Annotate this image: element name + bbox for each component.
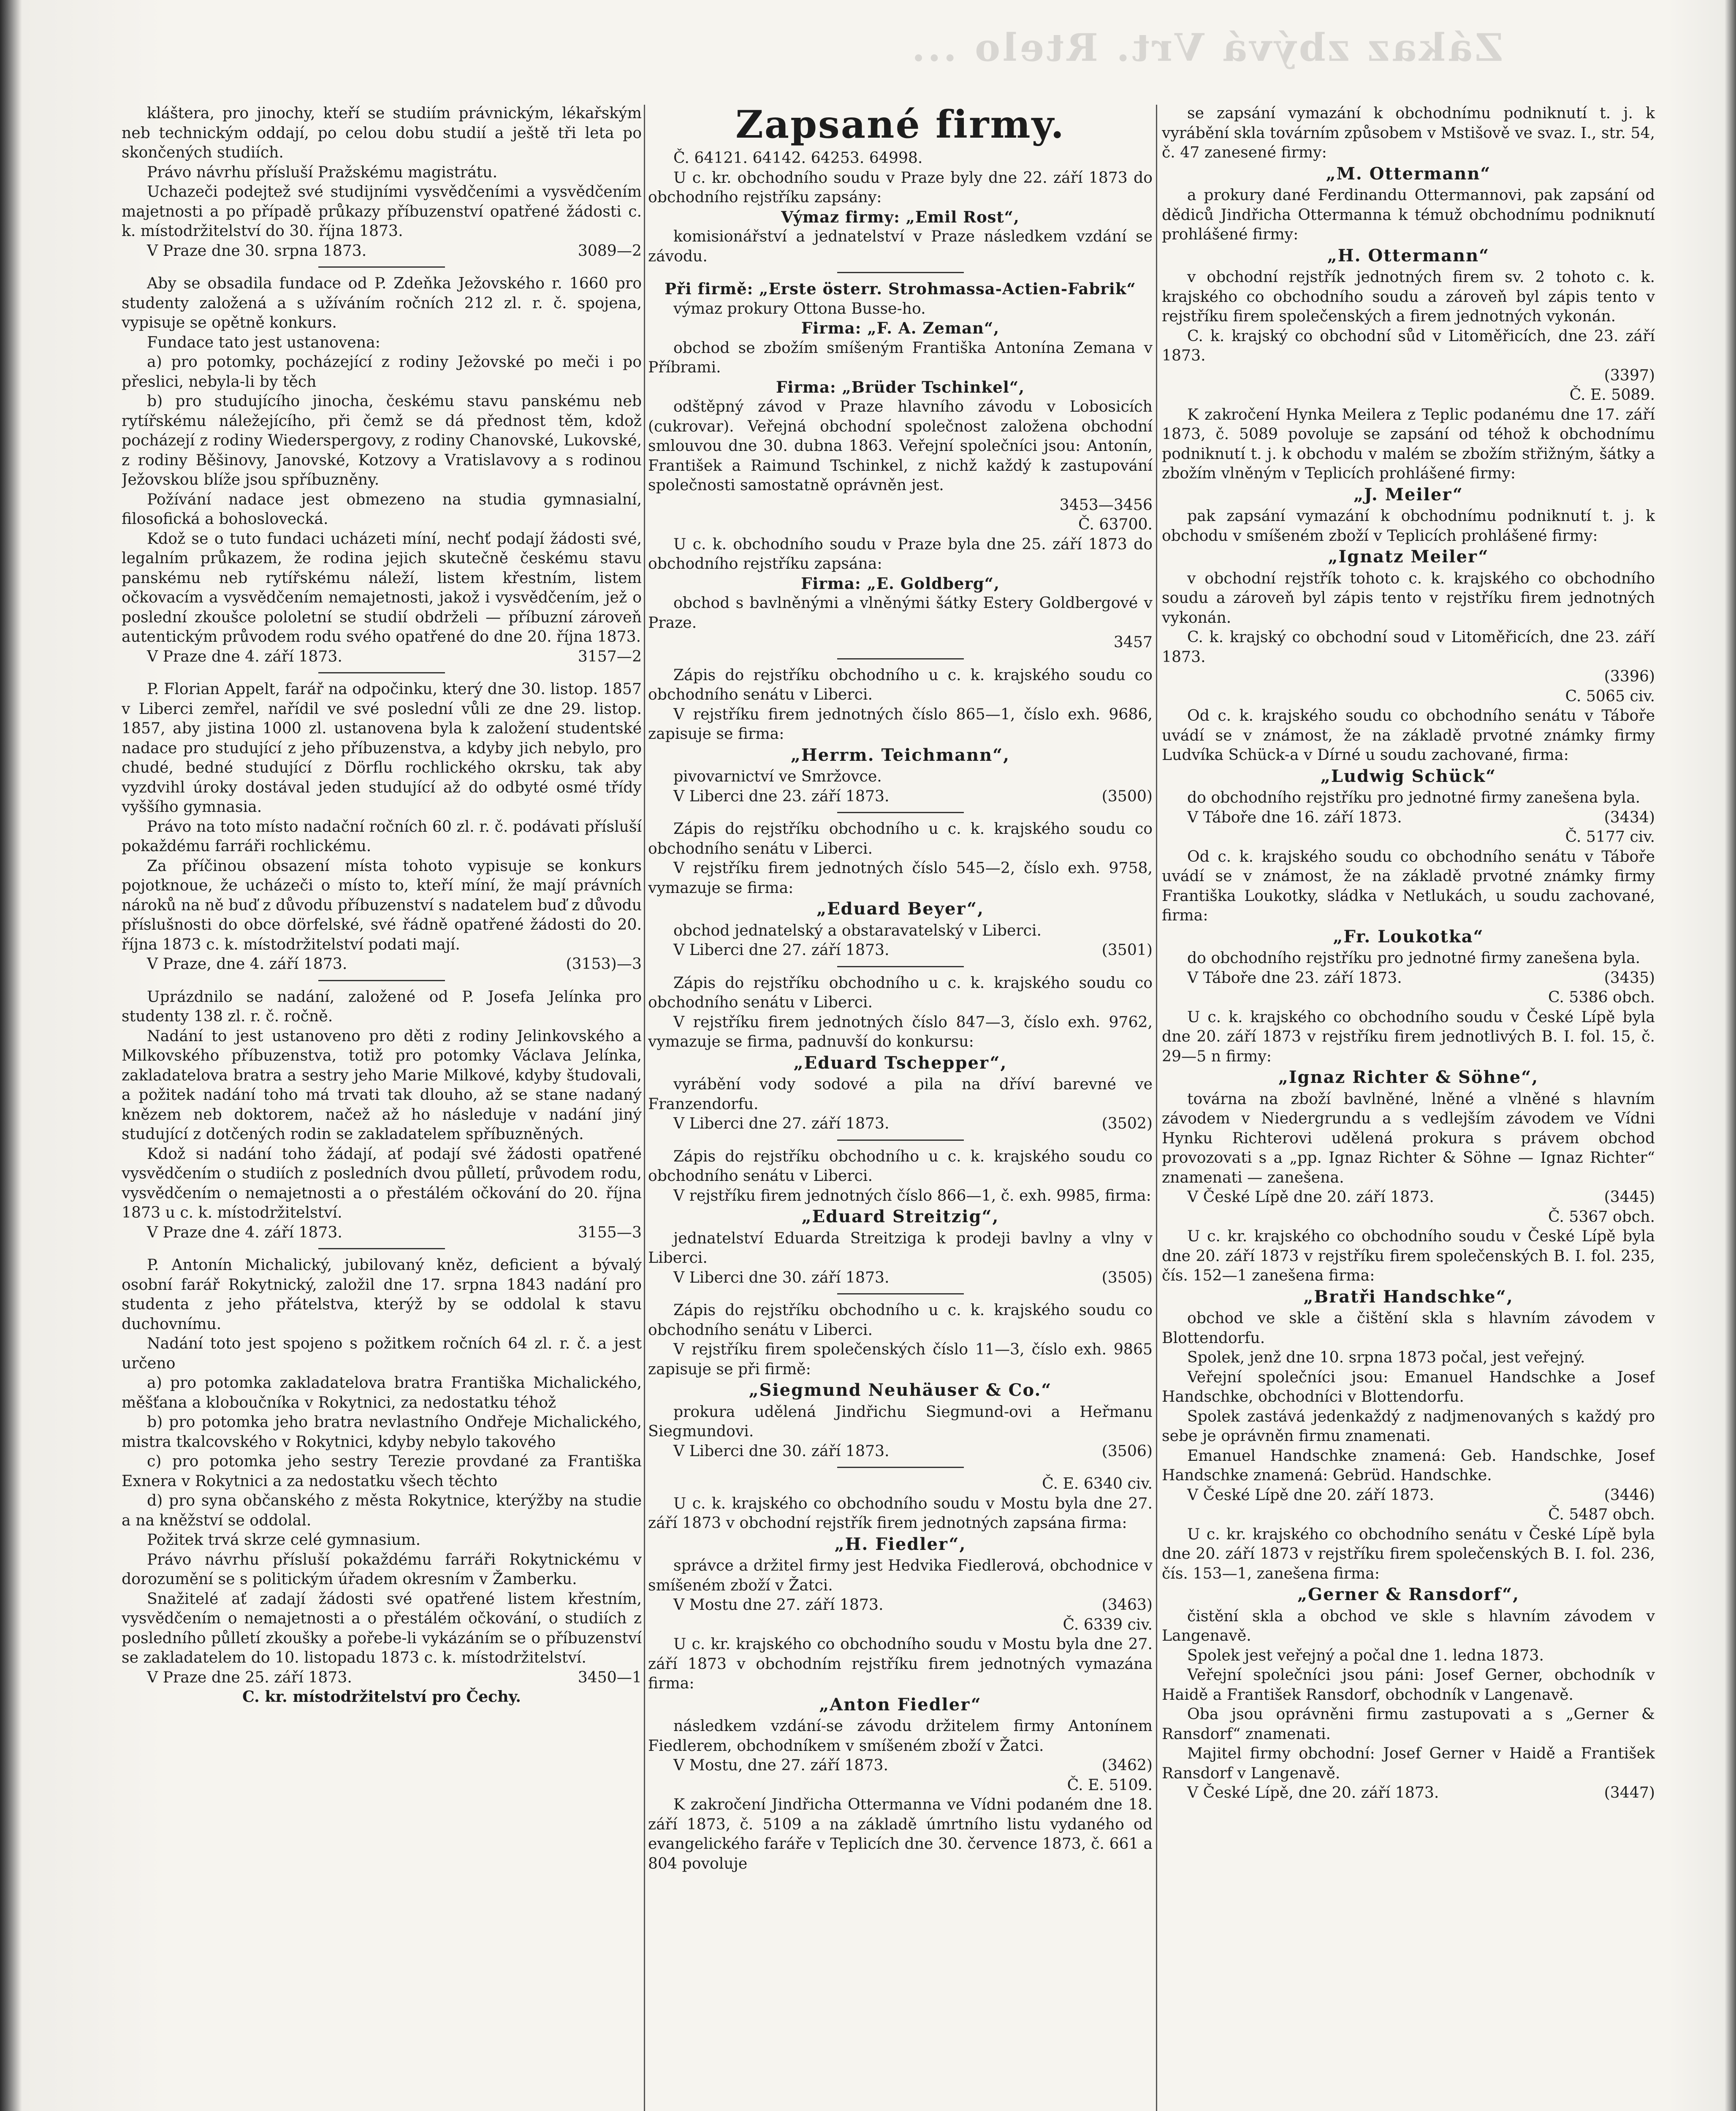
- paragraph: vyrábění vody sodové a pila na dříví barevné ve Franzendorfu.: [648, 1075, 1153, 1113]
- mirror-bleed-through: Zákaz zbývá Vrt. Rtelo ...: [909, 25, 1503, 70]
- paragraph: U c. kr. krajského co obchodního soudu v České Lípě byla dne 20. září 1873 v rejstříku firem společenských B. I. fol. 235, čís. 152—1 zanešena firma:: [1162, 1227, 1655, 1284]
- case-number: Č. E. 5089.: [1569, 385, 1655, 404]
- paragraph: v obchodní rejstřík tohoto c. k. krajského co obchodního soudu a zároveň byl zápis tento v rejstříku firem jednotných vykonán.: [1162, 569, 1655, 627]
- paragraph: a) pro potomky, pocházející z rodiny Ježovské po meči i po přeslici, nebyla-li by těch: [122, 353, 642, 391]
- firm-heading: Firma: „E. Goldberg“,: [801, 574, 1000, 593]
- section-separator: [318, 266, 445, 268]
- firm-heading: Výmaz firmy: „Emil Rost“,: [781, 207, 1020, 226]
- paragraph: b) pro potomka jeho bratra nevlastního Ondřeje Michalického, mistra tkalcovského v Rokytnici, kdyby nebylo takového: [122, 1413, 642, 1451]
- notice-signature-line: [122, 1223, 642, 1243]
- paragraph: Snažitelé ať zadají žádosti své opatřené listem křestním, vysvědčením o nemajetnosti a o přestálém očkování, o studiích z posledního půlletí zkoušky a pořebe-li vykázáním se o příbuzenství se zakladatelem do 10. listopadu 1873 c. k. místodržitelství.: [122, 1589, 642, 1666]
- notice-number: (3446): [1604, 1485, 1655, 1504]
- notice-number: (3397): [1604, 366, 1655, 384]
- firm-name: „Eduard Tschepper“,: [793, 1053, 1007, 1073]
- column-divider: [644, 105, 645, 2111]
- notice-number: (3435): [1604, 968, 1655, 987]
- paragraph: Zápis do rejstříku obchodního u c. k. krajského soudu co obchodního senátu v Liberci.: [648, 973, 1153, 1011]
- firm-name: „Anton Fiedler“: [819, 1694, 982, 1715]
- notice-signature-line: [122, 647, 642, 667]
- notice-date: V Praze, dne 4. září 1873.: [147, 955, 347, 973]
- paragraph: Právo návrhu přísluší pokaždému farráři Rokytnickému v dorozumění se s politickým úřadem okresním v Žamberku.: [122, 1550, 642, 1588]
- firm-name: „M. Ottermann“: [1326, 163, 1491, 184]
- firm-name: „Fr. Loukotka“: [1333, 926, 1484, 947]
- case-number: Č. 63700.: [1078, 515, 1153, 533]
- notice-signature-line: [1162, 808, 1655, 828]
- section-separator: [837, 1293, 964, 1294]
- notice-number: 3457: [1113, 633, 1153, 651]
- paragraph: Nadání toto jest spojeno s požitkem ročních 64 zl. r. č. a jest určeno: [122, 1334, 642, 1372]
- paragraph: Požívání nadace jest obmezeno na studia gymnasialní, filosofická a bohoslovecká.: [122, 490, 642, 528]
- paragraph: výmaz prokury Ottona Busse-ho.: [673, 299, 926, 317]
- firm-heading: Firma: „F. A. Zeman“,: [801, 319, 1000, 337]
- paragraph: Spolek jest veřejný a počal dne 1. ledna 1873.: [1187, 1646, 1544, 1664]
- paragraph: pivovarnictví ve Smržovce.: [673, 767, 882, 785]
- notice-date: V Praze dne 30. srpna 1873.: [147, 241, 367, 260]
- paragraph: U c. kr. krajského co obchodního senátu v České Lípě byla dne 20. září 1873 v rejstříku firem společenských B. I. fol. 236, čís. 153—1, zanešena firma:: [1162, 1525, 1655, 1582]
- notice-signature-line: [1162, 1783, 1655, 1803]
- case-number: Č. 5487 obch.: [1548, 1505, 1655, 1523]
- section-title: Zapsané firmy.: [735, 103, 1065, 147]
- case-number: Č. 6339 civ.: [1063, 1615, 1153, 1633]
- notice-number: 3453—3456: [1059, 495, 1153, 514]
- paragraph: K zakročení Hynka Meilera z Teplic podanému dne 17. září 1873, č. 5089 povoluje se zapsání od téhož k obchodnímu podniknutí t. j. k obchodu v malém se zbožím střižným, šátky a zbožím vlněným v Teplicích prohlášené firmy:: [1162, 405, 1655, 482]
- paragraph: správce a držitel firmy jest Hedvika Fiedlerová, obchodnice v smíšeném zboží v Žatci.: [648, 1556, 1153, 1594]
- firm-name: „H. Fiedler“,: [834, 1534, 966, 1554]
- notice-signature-line: [1162, 1485, 1655, 1505]
- paragraph: P. Florian Appelt, farář na odpočinku, který dne 30. listop. 1857 v Liberci zemřel, nařídil ve své poslední vůli ze dne 29. listop. 1857, aby jistina 1000 zl. ustanovena byla k založení studentské nadace pro studující z jeho příbuzenstva, a kdyby jich nebylo, pro chudé, bedné studující z Dörflu rochlického okrsku, tak aby vyzdvihl úroky dostával jeden studující až do odbyté osmé třídy vyššího gymnasia.: [122, 680, 642, 816]
- firm-heading: Při firmě: „Erste österr. Strohmassa-Actien-Fabrik“: [665, 279, 1136, 298]
- paragraph: Č. 64121. 64142. 64253. 64998.: [673, 149, 923, 167]
- notice-number: (3447): [1604, 1783, 1655, 1802]
- notice-signature-line: [648, 632, 1153, 652]
- paragraph: obchod se zbožím smíšeným Františka Antonína Zemana v Příbrami.: [648, 338, 1153, 376]
- notice-date: V Táboře dne 23. září 1873.: [1187, 968, 1402, 987]
- notice-number: 3450—1: [578, 1668, 642, 1686]
- section-separator: [837, 272, 964, 273]
- notice-date: V Liberci dne 30. září 1873.: [673, 1268, 890, 1286]
- case-number: Č. E. 6340 civ.: [1042, 1474, 1153, 1492]
- section-separator: [837, 658, 964, 659]
- paragraph: Kdož se o tuto fundaci ucházeti míní, nechť podají žádosti své, legalním průkazem, že rodina jejich skutečně českému stavu panskému neb rytířskému náleží, listem křestním, listem očkovacím a vysvědčením nemajetnosti, jakož i vysvědčením, jež o poslední zkoušce pololetní se studií obdrželi — příbuzní zároveň autentickým průvodem rodu svého opatřené do dne 20. října 1873.: [122, 529, 642, 646]
- notice-number: (3153)—3: [566, 955, 642, 973]
- notice-number: (3505): [1101, 1268, 1153, 1286]
- notice-date: V Liberci dne 27. září 1873.: [673, 1114, 890, 1132]
- paragraph: továrna na zboží bavlněné, lněné a vlněné s hlavním závodem v Niedergrundu a s vedlejším závodem ve Vídni Hynku Richterovi udělená prokura s právem obchod provozovati s a „pp. Ignaz Richter & Söhne — Ignaz Richter“ znamenati — zanešena.: [1162, 1089, 1655, 1186]
- paragraph: prokura udělená Jindřichu Siegmund-ovi a Heřmanu Siegmundovi.: [648, 1402, 1153, 1440]
- paragraph: P. Antonín Michalický, jubilovaný kněz, deficient a bývalý osobní farář Rokytnický, založil dne 17. srpna 1843 nadání pro studenta z jeho přátelstva, kterýž by se oddolal k stavu duchovnímu.: [122, 1256, 642, 1333]
- notice-signature-line: [648, 1441, 1153, 1461]
- firm-heading: Firma: „Brüder Tschinkel“,: [776, 377, 1025, 396]
- paragraph: Zápis do rejstříku obchodního u c. k. krajského soudu co obchodního senátu v Liberci.: [648, 1301, 1153, 1339]
- notice-signature-line: [122, 1668, 642, 1688]
- paragraph: Právo návrhu přísluší Pražskému magistrátu.: [147, 163, 498, 181]
- case-number: Č. E. 5109.: [1067, 1775, 1153, 1794]
- paragraph: K zakročení Jindřicha Ottermanna ve Vídni podaném dne 18. září 1873, č. 5109 a na základě úmrtního listu vydaného od evangelického faráře v Teplicích dne 30. července 1873, č. 661 a 804 povoluje: [648, 1795, 1153, 1872]
- notice-date: V Liberci dne 23. září 1873.: [673, 787, 890, 805]
- paragraph: Za příčinou obsazení místa tohoto vypisuje se konkurs pojotknoue, že ucházeči o místo to, kteří míní, že mají právních nároků na ně buď z důvodu příbuzenství s nadatelem buď z důvodu příslušnosti do obce dörfelské, své řádně opatřené žádosti do 20. října 1873 c. k. místodržitelství podati mají.: [122, 856, 642, 953]
- paragraph: U c. k. krajského co obchodního soudu v České Lípě byla dne 20. září 1873 v rejstříku firem jednotlivých B. I. fol. 15, č. 29—5 n firmy:: [1162, 1007, 1655, 1065]
- paragraph: V rejstříku firem jednotných číslo 545—2, číslo exh. 9758, vymazuje se firma:: [648, 859, 1153, 897]
- paragraph: C. k. krajský co obchodní sůd v Litoměřicích, dne 23. září 1873.: [1162, 326, 1655, 364]
- notice-date: V Mostu, dne 27. září 1873.: [673, 1756, 888, 1774]
- authority-signature: C. kr. místodržitelství pro Čechy.: [242, 1688, 521, 1706]
- notice-signature-line: [648, 940, 1153, 960]
- firm-name: „Ludwig Schück“: [1320, 766, 1497, 786]
- paragraph: Veřejní společníci jsou páni: Josef Gerner, obchodník v Haidě a František Ransdorf, obchodník v Langenavě.: [1162, 1666, 1655, 1704]
- notice-number: (3506): [1101, 1441, 1153, 1460]
- paragraph: a) pro potomka zakladatelova bratra Františka Michalického, měšťana a kloboučníka v Rokytnici, za nedostatku téhož: [122, 1373, 642, 1411]
- notice-date: V České Lípě, dne 20. září 1873.: [1187, 1783, 1439, 1802]
- notice-number: 3155—3: [578, 1223, 642, 1241]
- firm-name: „J. Meiler“: [1354, 484, 1463, 505]
- paragraph: kláštera, pro jinochy, kteří se studiím právnickým, lékařským neb technickým oddají, po celou dobu studií a ještě tři leta po skončených studiích.: [122, 104, 642, 161]
- paragraph: pak zapsání vymazání k obchodnímu podniknutí t. j. k obchodu v smíšeném zboží v Teplicích prohlášené firmy:: [1162, 507, 1655, 545]
- case-number: C. 5065 civ.: [1565, 686, 1655, 705]
- paragraph: d) pro syna občanského z města Rokytnice, kterýžby na studie a na kněžství se oddolal.: [122, 1491, 642, 1529]
- paragraph: Zápis do rejstříku obchodního u c. k. krajského soudu co obchodního senátu v Liberci.: [648, 665, 1153, 703]
- notice-signature-line: [648, 1114, 1153, 1134]
- paragraph: v obchodní rejstřík jednotných firem sv. 2 tohoto c. k. krajského co obchodního soudu a zároveň byl zápis tento v rejstříku firem společenských a firem jednotných vykonán.: [1162, 268, 1655, 325]
- paragraph: Emanuel Handschke znamená: Geb. Handschke, Josef Handschke znamená: Gebrüd. Handschke.: [1162, 1446, 1655, 1484]
- notice-number: (3500): [1101, 787, 1153, 805]
- notice-number: (3463): [1101, 1595, 1153, 1614]
- paragraph: Aby se obsadila fundace od P. Zdeňka Ježovského r. 1660 pro studenty založená a s užíváním ročních 212 zl. r. č. spojena, vypisuje se opětně konkurs.: [122, 274, 642, 331]
- notice-signature-line: [648, 787, 1153, 806]
- notice-signature-line: [122, 241, 642, 261]
- case-number: C. 5386 obch.: [1548, 988, 1655, 1006]
- paragraph: b) pro studujícího jinocha, českému stavu panskému neb rytířskému náležejícího, při čemž se dá přednost těm, kdož pocházejí z rodiny Wiederspergovy, z rodiny Chanovské, Lukovské, z rodiny Běšinovy, Janovské, Kotzovy a Vratislavovy a s rodinou Ježovskou blíže jsou spříbuzněny.: [122, 392, 642, 488]
- paragraph: Fundace tato jest ustanovena:: [147, 333, 380, 351]
- firm-name: „Eduard Beyer“,: [816, 899, 984, 919]
- notice-signature-line: [648, 1268, 1153, 1288]
- notice-signature-line: [648, 1756, 1153, 1775]
- paragraph: Od c. k. krajského soudu co obchodního senátu v Táboře uvádí se v známost, že na základě prvotné známky firmy Ludvíka Schück-a v Dírné u soudu zachované, firma:: [1162, 706, 1655, 764]
- section-separator: [318, 980, 445, 981]
- section-separator: [837, 966, 964, 967]
- section-separator: [837, 1467, 964, 1468]
- paragraph: odštěpný závod v Praze hlavního závodu v Lobosicích (cukrovar). Veřejná obchodní společnost založena obchodní smlouvou dne 30. dubna 1863. Veřejní společníci jsou: Antonín, František a Raimund Tschinkel, z nichž každý k zastupování společnosti samostatně oprávněn jest.: [648, 397, 1153, 494]
- paragraph: U c. kr. obchodního soudu v Praze byly dne 22. září 1873 do obchodního rejstříku zapsány:: [648, 168, 1153, 206]
- paragraph: Majitel firmy obchodní: Josef Gerner v Haidě a František Ransdorf v Langenavě.: [1162, 1744, 1655, 1782]
- paragraph: Spolek zastává jedenkaždý z nadjmenovaných s každý pro sebe je oprávněn firmu znamenati.: [1162, 1407, 1655, 1445]
- notice-number: 3157—2: [578, 647, 642, 665]
- paragraph: V rejstříku firem jednotných číslo 866—1, č. exh. 9985, firma:: [673, 1186, 1151, 1205]
- paragraph: a prokury dané Ferdinandu Ottermannovi, pak zapsání od dědiců Jindřicha Ottermanna k témuž obchodnímu podniknutí prohlášené firmy:: [1162, 186, 1655, 243]
- paragraph: Právo na toto místo nadační ročních 60 zl. r. č. podávati přísluší pokaždému farráři rochlickému.: [122, 817, 642, 855]
- paragraph: do obchodního rejstříku pro jednotné firmy zanešena byla.: [1187, 949, 1641, 967]
- paragraph: V rejstříku firem jednotných číslo 865—1, číslo exh. 9686, zapisuje se firma:: [648, 705, 1153, 743]
- notice-number: (3502): [1101, 1114, 1153, 1132]
- paragraph: obchod ve skle a čištění skla s hlavním závodem v Blottendorfu.: [1162, 1309, 1655, 1347]
- paragraph: Spolek, jenž dne 10. srpna 1873 počal, jest veřejný.: [1187, 1348, 1585, 1366]
- notice-date: V České Lípě dne 20. září 1873.: [1187, 1485, 1434, 1504]
- column-right: [1162, 103, 1655, 2111]
- firm-name: „Siegmund Neuhäuser & Co.“: [749, 1380, 1052, 1400]
- paragraph: V rejstříku firem jednotných číslo 847—3, číslo exh. 9762, vymazuje se firma, padnuvší do konkursu:: [648, 1012, 1153, 1050]
- notice-number: 3089—2: [578, 241, 642, 260]
- column-left: [122, 103, 642, 2111]
- paragraph: Nadání to jest ustanoveno pro děti z rodiny Jelinkovského a Milkovského příbuzenstva, totiž pro potomky Václava Jelínka, zakladatelova bratra a sestry jeho Marie Milkové, kdyby študovali, a požitek nadání toho má trvati tak dlouho, až se stane nadaný knězem neb doktorem, načež až ho následuje v nadání jiný studující z dotčených rodin se zakladatelem spříbuzněných.: [122, 1026, 642, 1143]
- case-number: Č. 5367 obch.: [1548, 1207, 1655, 1226]
- notice-date: V Praze dne 25. září 1873.: [147, 1668, 352, 1686]
- paragraph: obchod s bavlněnými a vlněnými šátky Estery Goldbergové v Praze.: [648, 594, 1153, 632]
- column-middle: [648, 103, 1153, 2111]
- paragraph: C. k. krajský co obchodní soud v Litoměřicích, dne 23. září 1873.: [1162, 628, 1655, 666]
- section-separator: [318, 672, 445, 673]
- paragraph: c) pro potomka jeho sestry Terezie provdané za Františka Exnera v Rokytnici a za nedostatku všech těchto: [122, 1452, 642, 1490]
- firm-name: „Ignaz Richter & Söhne“,: [1278, 1067, 1539, 1087]
- notice-number: (3501): [1101, 941, 1153, 959]
- notice-number: (3445): [1604, 1188, 1655, 1206]
- notice-signature-line: [648, 1595, 1153, 1615]
- paragraph: U c. k. krajského co obchodního soudu v Mostu byla dne 27. září 1873 v obchodní rejstřík firem jednotných zapsána firma:: [648, 1494, 1153, 1532]
- paragraph: se zapsání vymazání k obchodnímu podniknutí t. j. k vyrábění skla továrním způsobem v Mstišově ve svaz. I., str. 54, č. 47 zanesené firmy:: [1162, 104, 1655, 161]
- notice-number: (3462): [1101, 1756, 1153, 1774]
- notice-number: (3434): [1604, 808, 1655, 826]
- notice-date: V České Lípě dne 20. září 1873.: [1187, 1188, 1434, 1206]
- paragraph: jednatelství Eduarda Streitziga k prodeji bavlny a vlny v Liberci.: [648, 1229, 1153, 1267]
- paragraph: do obchodního rejstříku pro jednotné firmy zanešena byla.: [1187, 788, 1641, 806]
- notice-date: V Liberci dne 30. září 1873.: [673, 1441, 890, 1460]
- paragraph: V rejstříku firem společenských číslo 11—3, číslo exh. 9865 zapisuje se při firmě:: [648, 1340, 1153, 1378]
- paragraph: čistění skla a obchod ve skle s hlavním závodem v Langenavě.: [1162, 1606, 1655, 1644]
- paragraph: následkem vzdání-se závodu držitelem firmy Antonínem Fiedlerem, obchodníkem v smíšeném zboží v Žatci.: [648, 1717, 1153, 1755]
- paragraph: Požitek trvá skrze celé gymnasium.: [147, 1530, 421, 1549]
- paragraph: obchod jednatelský a obstaravatelský v Liberci.: [673, 921, 1042, 939]
- paragraph: U c. k. obchodního soudu v Praze byla dne 25. září 1873 do obchodního rejstříku zapsána:: [648, 535, 1153, 573]
- paragraph: Zápis do rejstříku obchodního u c. k. krajského soudu co obchodního senátu v Liberci.: [648, 1147, 1153, 1185]
- notice-signature-line: [1162, 1187, 1655, 1207]
- paragraph: Zápis do rejstříku obchodního u c. k. krajského soudu co obchodního senátu v Liberci.: [648, 819, 1153, 857]
- notice-signature-line: [1162, 366, 1655, 385]
- notice-signature-line: [1162, 968, 1655, 988]
- section-separator: [318, 1248, 445, 1249]
- section-separator: [837, 812, 964, 813]
- paragraph: Uprázdnilo se nadání, založené od P. Josefa Jelínka pro studenty 138 zl. r. č. ročně.: [122, 987, 642, 1025]
- section-separator: [837, 1140, 964, 1141]
- notice-date: V Táboře dne 16. září 1873.: [1187, 808, 1402, 826]
- notice-date: V Praze dne 4. září 1873.: [147, 1223, 342, 1241]
- paragraph: Uchazeči podejtež své studijními vysvědčeními a vysvědčením majetnosti a po případě průkazy příbuzenství opatřené žádosti c. k. místodržitelství do 30. října 1873.: [122, 182, 642, 240]
- firm-name: „H. Ottermann“: [1327, 245, 1490, 266]
- notice-date: V Praze dne 4. září 1873.: [147, 647, 342, 665]
- paragraph: komisionářství a jednatelství v Praze následkem vzdání se závodu.: [648, 227, 1153, 265]
- paragraph: Od c. k. krajského soudu co obchodního senátu v Táboře uvádí se v známost, že na základě prvotné známky firmy Františka Loukotky, sládka v Netlukách, u soudu zachované, firma:: [1162, 847, 1655, 924]
- column-divider: [1156, 105, 1157, 2111]
- notice-number: (3396): [1604, 667, 1655, 685]
- notice-date: V Mostu dne 27. září 1873.: [673, 1595, 884, 1614]
- firm-name: „Eduard Streitzig“,: [801, 1207, 999, 1226]
- case-number: Č. 5177 civ.: [1565, 828, 1655, 846]
- notice-signature-line: [1162, 667, 1655, 686]
- firm-name: „Ignatz Meiler“: [1328, 547, 1489, 567]
- paragraph: Oba jsou oprávněni firmu zastupovati a s „Gerner & Ransdorf“ znamenati.: [1162, 1705, 1655, 1743]
- notice-date: V Liberci dne 27. září 1873.: [673, 941, 890, 959]
- firm-name: „Gerner & Ransdorf“,: [1297, 1585, 1520, 1604]
- paragraph: Veřejní společníci jsou: Emanuel Handschke a Josef Handschke, obchodníci v Blottendorfu.: [1162, 1368, 1655, 1406]
- notice-signature-line: [122, 954, 642, 974]
- paragraph: U c. kr. krajského co obchodního soudu v Mostu byla dne 27. září 1873 v obchodním rejstříku firem jednotných vymazána firma:: [648, 1635, 1153, 1692]
- firm-name: „Bratři Handschke“,: [1303, 1286, 1514, 1307]
- firm-name: „Herrm. Teichmann“,: [790, 745, 1010, 765]
- paragraph: Kdož si nadání toho žádají, ať podají své žádosti opatřené vysvědčením o studiích z posledních dvou půlletí, průvodem rodu, vysvědčením o nemajetnosti a o přestálém očkování do 20. října 1873 u c. k. místodržitelství.: [122, 1144, 642, 1221]
- notice-signature-line: [648, 495, 1153, 515]
